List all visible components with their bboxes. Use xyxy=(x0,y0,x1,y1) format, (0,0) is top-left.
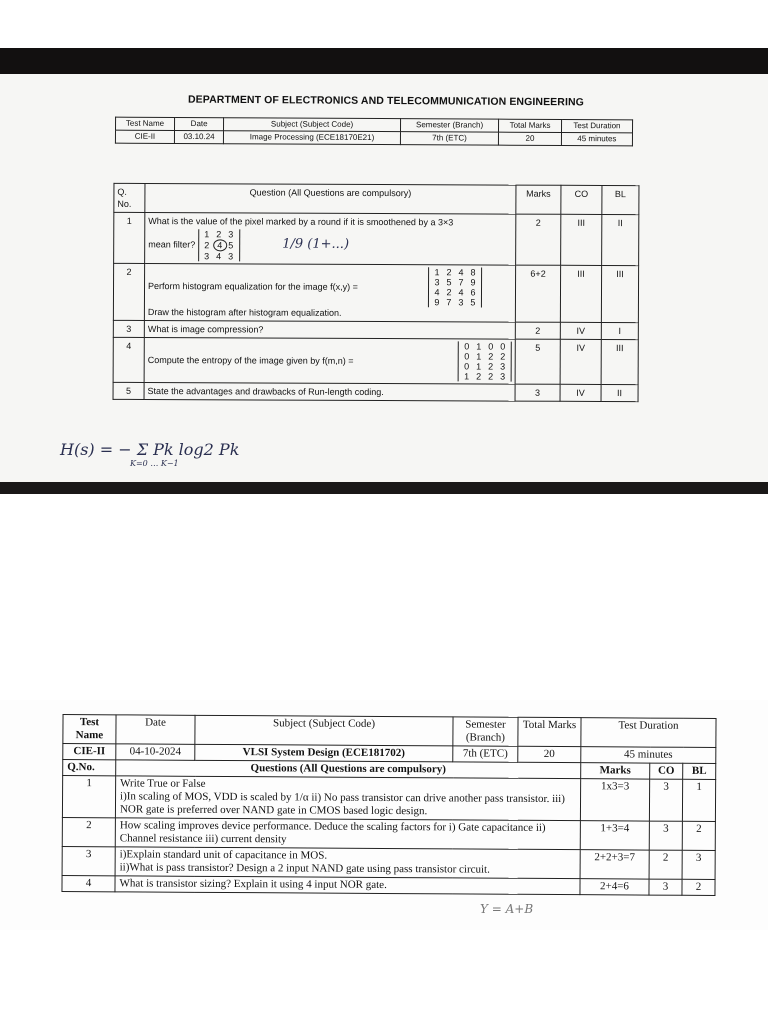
header-col: Semester (Branch) xyxy=(453,717,518,746)
question-text xyxy=(144,337,515,384)
header-col: Date xyxy=(174,117,223,130)
co: 3 xyxy=(649,779,682,821)
col-head-no: Q. No. xyxy=(114,183,145,212)
question-text: State the advantages and drawbacks of Run-length coding. xyxy=(144,382,515,401)
bl: 2 xyxy=(682,879,715,895)
col-head-co: CO xyxy=(650,763,683,779)
question-text: i)Explain standard unit of capacitance in MOS. ii)What is pass transistor? Design a 2 input NAND gate using pass transistor circuit. xyxy=(115,847,580,879)
header-value: VLSI System Design (ECE181702) xyxy=(195,744,453,762)
header-value: CIE-II xyxy=(63,744,116,760)
col-head-co: CO xyxy=(561,185,602,214)
header-col: Total Marks xyxy=(499,119,562,132)
marks: 1+3=4 xyxy=(580,821,649,850)
header-col: Subject (Subject Code) xyxy=(195,715,453,746)
marks: 2+4=6 xyxy=(580,879,649,895)
header-value: 7th (ETC) xyxy=(453,746,518,762)
header-value: 7th (ETC) xyxy=(400,132,498,146)
header-value: 45 minutes xyxy=(581,747,716,764)
bl: III xyxy=(601,265,638,322)
header-value: 20 xyxy=(499,132,562,145)
header-col: Test Duration xyxy=(581,718,716,748)
marks: 1x3=3 xyxy=(580,779,649,821)
question-number: 2 xyxy=(113,263,144,320)
question-number: 2 xyxy=(62,818,115,847)
marks: 2 xyxy=(515,322,560,339)
header-value: Image Processing (ECE18170E21) xyxy=(224,131,401,145)
question-row xyxy=(114,212,639,265)
marks: 2 xyxy=(516,214,561,265)
question-line: mean filter? xyxy=(148,239,196,250)
col-head-marks: Marks xyxy=(581,763,650,779)
header-col: Subject (Subject Code) xyxy=(224,118,401,132)
question-row xyxy=(113,263,638,322)
header-col: Test Name xyxy=(116,117,175,130)
header-col: Total Marks xyxy=(518,717,581,746)
bl: I xyxy=(601,322,638,339)
co: IV xyxy=(560,339,601,384)
bl: 1 xyxy=(682,779,715,821)
co: 3 xyxy=(649,879,682,895)
question-number: 4 xyxy=(62,876,115,892)
question-row xyxy=(62,847,715,880)
marks: 5 xyxy=(515,339,560,384)
col-head-bl: BL xyxy=(683,763,716,779)
question-text: How scaling improves device performance. Deduce the scaling factors for i) Gate capacitance ii) Channel resistance iii) current density xyxy=(115,818,580,850)
co: 3 xyxy=(649,821,682,850)
header-value: 03.10.24 xyxy=(174,130,223,143)
question-text xyxy=(144,263,515,322)
bl: 2 xyxy=(682,821,715,850)
question-line: What is the value of the pixel marked by a round if it is smoothened by a 3×3 xyxy=(148,216,454,228)
col-head-no: Q.No. xyxy=(63,760,116,776)
question-row xyxy=(113,337,638,384)
bl: 3 xyxy=(682,850,715,879)
question-number: 1 xyxy=(114,212,145,263)
question-number: 3 xyxy=(62,847,115,876)
col-head-question: Question (All Questions are compulsory) xyxy=(145,183,516,214)
handwritten-working: 1/9 (1+...) xyxy=(282,236,350,253)
question-number: 5 xyxy=(113,382,144,399)
co: IV xyxy=(560,384,601,401)
col-head-marks: Marks xyxy=(516,185,561,214)
co: III xyxy=(560,265,601,322)
question-text: What is transistor sizing? Explain it using 4 input NOR gate. xyxy=(115,876,580,895)
header-col: Semester (Branch) xyxy=(400,119,498,133)
bl: III xyxy=(601,339,638,384)
bl: II xyxy=(601,384,638,401)
question-row xyxy=(62,818,715,851)
co: IV xyxy=(560,322,601,339)
exam-header-table-1 xyxy=(115,117,633,147)
handwritten-pen-note: Y = A+B xyxy=(480,902,534,916)
col-head-question: Questions (All Questions are compulsory) xyxy=(116,760,581,779)
header-value: 04-10-2024 xyxy=(116,744,195,760)
image-matrix: 1 2 4 8 3 5 7 9 4 2 4 6 9 7 3 5 xyxy=(428,267,482,307)
col-head-bl: BL xyxy=(602,185,639,214)
question-number: 1 xyxy=(62,776,115,818)
bl: II xyxy=(602,214,639,265)
question-text xyxy=(145,212,516,265)
question-row xyxy=(113,382,638,401)
question-table-2 xyxy=(61,714,716,896)
question-line: Compute the entropy of the image given by f(m,n) = xyxy=(147,355,354,366)
question-text: What is image compression? xyxy=(144,320,515,339)
question-row xyxy=(62,776,715,822)
question-line: Perform histogram equalization for the image f(x,y) = xyxy=(148,281,358,292)
header-col: Date xyxy=(116,715,195,744)
question-row xyxy=(62,876,715,896)
question-table-1 xyxy=(113,183,640,402)
marked-pixel: 4 xyxy=(213,239,227,251)
header-value: CIE-II xyxy=(115,130,174,143)
handwritten-entropy-formula: H(s) = − Σ Pk log2 Pk K=0 … K−1 xyxy=(60,440,240,468)
question-number: 3 xyxy=(113,320,144,337)
header-value: 20 xyxy=(518,746,581,762)
image-matrix: 0 1 0 0 0 1 2 2 0 1 2 3 1 2 2 3 xyxy=(458,341,512,381)
header-col: Test Name xyxy=(63,715,116,744)
pixel-matrix: 1 2 3 2 4 5 3 4 3 xyxy=(198,229,240,261)
marks: 2+2+3=7 xyxy=(580,850,649,879)
question-text: Write True or False i)In scaling of MOS, VDD is scaled by 1/α ii) No pass transistor can drive another pass transistor. iii) NOR gate is preferred over NAND gate in CMOS based logic design. xyxy=(115,776,580,821)
co: 2 xyxy=(649,850,682,879)
photo-edge xyxy=(0,482,768,494)
marks: 3 xyxy=(515,384,560,401)
question-line: Draw the histogram after histogram equalization. xyxy=(147,307,342,318)
marks: 6+2 xyxy=(515,265,560,322)
header-value: 45 minutes xyxy=(561,132,632,145)
question-number: 4 xyxy=(113,337,144,382)
department-title: DEPARTMENT OF ELECTRONICS AND TELECOMMUNICATION ENGINEERING xyxy=(187,93,584,109)
co: III xyxy=(561,214,602,265)
header-col: Test Duration xyxy=(561,119,632,132)
